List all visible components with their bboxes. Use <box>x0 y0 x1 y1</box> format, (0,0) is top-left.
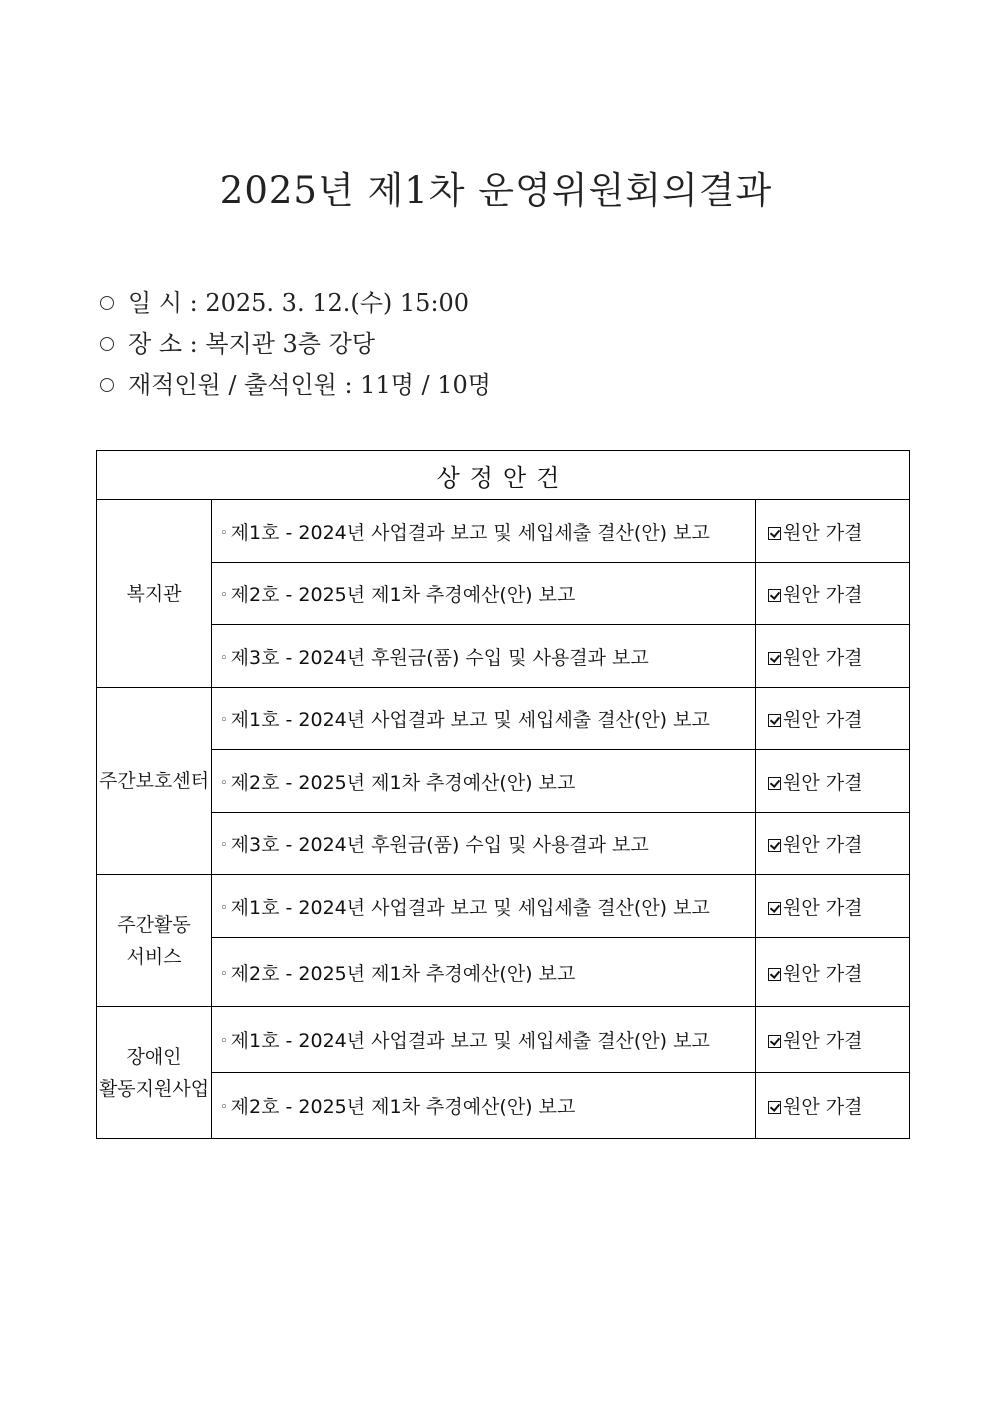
checked-box-icon <box>768 1035 781 1048</box>
checked-box-icon <box>768 652 781 665</box>
agenda-item <box>212 563 756 625</box>
small-circle-bullet-icon: ◦ <box>220 838 228 853</box>
agenda-item-text: 제1호 - 2024년 사업결과 보고 및 세입세출 결산(안) 보고 <box>230 521 710 544</box>
result-text: 원안 가결 <box>783 646 863 669</box>
small-circle-bullet-icon: ◦ <box>220 775 228 791</box>
checked-box-icon <box>768 1101 781 1114</box>
agenda-item-text: 제1호 - 2024년 사업결과 보고 및 세입세출 결산(안) 보고 <box>230 1030 710 1052</box>
agenda-item <box>212 938 756 1007</box>
small-circle-bullet-icon: ◦ <box>220 713 228 728</box>
info-place-value: 복지관 3층 강당 <box>205 329 375 358</box>
circle-bullet-icon <box>100 296 114 310</box>
result-cell <box>756 813 910 875</box>
result-cell <box>756 500 910 563</box>
small-circle-bullet-icon: ◦ <box>220 588 228 603</box>
checked-box-icon <box>768 589 781 602</box>
table-row <box>97 750 910 813</box>
info-place <box>100 323 491 364</box>
checked-box-icon <box>768 968 781 981</box>
table-row <box>97 938 910 1007</box>
org-cell <box>97 1007 212 1139</box>
small-circle-bullet-icon: ◦ <box>220 650 228 666</box>
table-row <box>97 1073 910 1139</box>
small-circle-bullet-icon: ◦ <box>220 525 228 541</box>
small-circle-bullet-icon: ◦ <box>220 1100 228 1115</box>
result-cell <box>756 563 910 625</box>
table-row <box>97 625 910 688</box>
checked-box-icon <box>768 714 781 727</box>
agenda-item <box>212 1007 756 1073</box>
agenda-item-text: 제2호 - 2025년 제1차 추경예산(안) 보고 <box>230 1096 576 1118</box>
result-text: 원안 가결 <box>783 521 863 544</box>
result-text: 원안 가결 <box>783 896 863 919</box>
checked-box-icon <box>768 839 781 852</box>
org-name-line: 주간활동 <box>117 913 191 936</box>
result-text: 원안 가결 <box>783 771 863 794</box>
result-cell <box>756 938 910 1007</box>
agenda-item-text: 제1호 - 2024년 사업결과 보고 및 세입세출 결산(안) 보고 <box>230 709 710 731</box>
table-row <box>97 563 910 625</box>
result-cell <box>756 625 910 688</box>
checked-box-icon <box>768 777 781 790</box>
table-row <box>97 875 910 938</box>
result-text: 원안 가결 <box>783 1096 863 1118</box>
info-attendance-value: 11명 / 10명 <box>360 370 491 399</box>
agenda-table <box>96 450 910 1139</box>
info-attendance <box>100 364 491 405</box>
circle-bullet-icon <box>100 378 114 392</box>
checked-box-icon <box>768 527 781 540</box>
result-cell <box>756 1073 910 1139</box>
table-row <box>97 1007 910 1073</box>
info-colon: : <box>182 288 206 317</box>
org-cell <box>97 688 212 875</box>
result-cell <box>756 875 910 938</box>
org-name-line: 활동지원사업 <box>98 1077 210 1100</box>
agenda-item <box>212 500 756 563</box>
org-name-line: 주간보호센터 <box>98 770 210 792</box>
small-circle-bullet-icon: ◦ <box>220 966 228 982</box>
result-text: 원안 가결 <box>783 584 863 606</box>
small-circle-bullet-icon: ◦ <box>220 900 228 916</box>
info-attendance-label: 재적인원 / 출석인원 <box>128 370 337 399</box>
org-cell <box>97 500 212 688</box>
agenda-item <box>212 813 756 875</box>
info-date <box>100 282 491 323</box>
result-text: 원안 가결 <box>783 834 863 856</box>
circle-bullet-icon <box>100 337 114 351</box>
result-text: 원안 가결 <box>783 962 863 985</box>
info-date-value: 2025. 3. 12.(수) 15:00 <box>205 288 470 317</box>
agenda-item <box>212 688 756 750</box>
result-cell <box>756 688 910 750</box>
agenda-item <box>212 750 756 813</box>
agenda-item-text: 제1호 - 2024년 사업결과 보고 및 세입세출 결산(안) 보고 <box>230 896 710 919</box>
org-name-line: 복지관 <box>126 582 182 605</box>
document-title: 2025년 제1차 운영위원회의결과 <box>219 169 773 212</box>
meeting-info <box>100 282 491 405</box>
info-date-label: 일 시 <box>128 288 182 317</box>
result-cell <box>756 1007 910 1073</box>
agenda-item-text: 제2호 - 2025년 제1차 추경예산(안) 보고 <box>230 584 576 606</box>
agenda-item <box>212 875 756 938</box>
agenda-item-text: 제2호 - 2025년 제1차 추경예산(안) 보고 <box>230 771 576 794</box>
table-row <box>97 813 910 875</box>
info-colon: : <box>182 329 206 358</box>
agenda-item <box>212 625 756 688</box>
agenda-table-header: 상정안건 <box>97 451 910 500</box>
checked-box-icon <box>768 902 781 915</box>
result-text: 원안 가결 <box>783 709 863 731</box>
org-name-line: 장애인 <box>126 1045 182 1068</box>
agenda-item-text: 제2호 - 2025년 제1차 추경예산(안) 보고 <box>230 962 576 985</box>
info-colon: : <box>336 370 361 399</box>
table-row <box>97 500 910 563</box>
agenda-item-text: 제3호 - 2024년 후원금(품) 수입 및 사용결과 보고 <box>230 646 649 669</box>
small-circle-bullet-icon: ◦ <box>220 1034 228 1049</box>
agenda-item <box>212 1073 756 1139</box>
org-name-line: 서비스 <box>126 945 182 968</box>
agenda-item-text: 제3호 - 2024년 후원금(품) 수입 및 사용결과 보고 <box>230 834 649 856</box>
info-place-label: 장 소 <box>128 329 182 358</box>
table-row <box>97 688 910 750</box>
result-text: 원안 가결 <box>783 1030 863 1052</box>
org-cell <box>97 875 212 1007</box>
result-cell <box>756 750 910 813</box>
